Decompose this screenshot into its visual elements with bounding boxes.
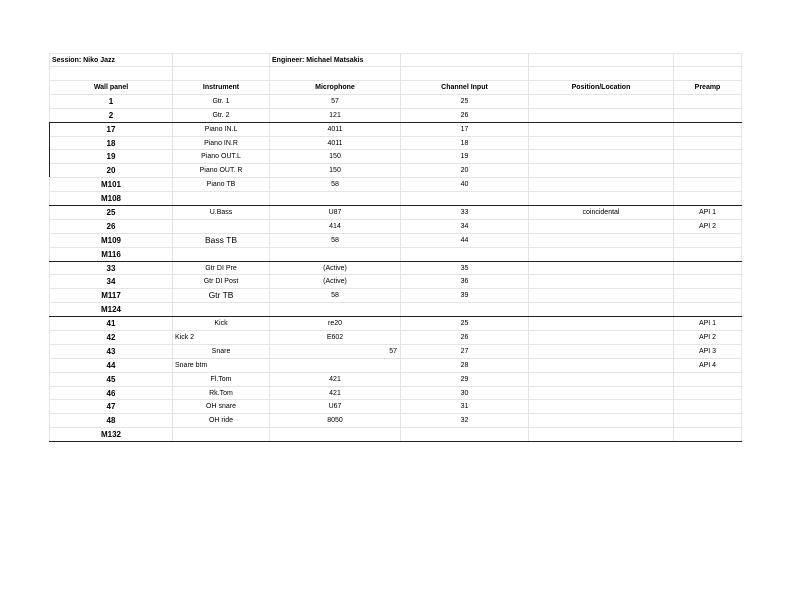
microphone-cell [270, 248, 401, 261]
channel-input-cell: 29 [401, 373, 529, 386]
wall-panel-cell: 42 [49, 331, 173, 344]
position-cell [529, 123, 674, 136]
microphone-cell: 4011 [270, 123, 401, 136]
instrument-cell: Piano OUT.L [173, 150, 270, 163]
preamp-cell: API 3 [674, 345, 742, 358]
position-cell [529, 234, 674, 247]
channel-input-cell [401, 428, 529, 441]
position-cell [529, 137, 674, 150]
wall-panel-cell: 17 [49, 123, 173, 136]
table-row [49, 220, 742, 234]
position-cell [529, 220, 674, 233]
microphone-cell: 58 [270, 178, 401, 191]
position-cell [529, 178, 674, 191]
preamp-cell: API 1 [674, 317, 742, 330]
preamp-cell [674, 95, 742, 108]
microphone-cell: U87 [270, 206, 401, 219]
channel-input-cell: 25 [401, 317, 529, 330]
channel-input-cell: 34 [401, 220, 529, 233]
preamp-cell [674, 303, 742, 316]
channel-input-cell: 33 [401, 206, 529, 219]
column-header: Instrument [173, 81, 270, 94]
preamp-cell [674, 192, 742, 205]
wall-panel-cell: 41 [49, 317, 173, 330]
preamp-cell: API 2 [674, 220, 742, 233]
empty-cell [674, 54, 742, 66]
channel-input-cell: 27 [401, 345, 529, 358]
table-row [49, 387, 742, 401]
channel-input-cell: 36 [401, 275, 529, 288]
channel-input-cell: 31 [401, 400, 529, 413]
table-row [49, 303, 742, 317]
microphone-cell: 150 [270, 164, 401, 177]
preamp-cell [674, 178, 742, 191]
channel-input-cell: 35 [401, 262, 529, 275]
table-row [49, 262, 742, 276]
position-cell [529, 289, 674, 302]
table-row [49, 150, 742, 164]
table-row [49, 289, 742, 303]
preamp-cell [674, 234, 742, 247]
microphone-cell [270, 359, 401, 372]
microphone-cell: 150 [270, 150, 401, 163]
instrument-cell: Snare btm [173, 359, 270, 372]
preamp-cell: API 1 [674, 206, 742, 219]
instrument-cell: Bass TB [173, 234, 270, 247]
instrument-cell: Snare [173, 345, 270, 358]
wall-panel-cell: 48 [49, 414, 173, 427]
table-row [49, 137, 742, 151]
position-cell [529, 164, 674, 177]
microphone-cell: re20 [270, 317, 401, 330]
wall-panel-cell: M117 [49, 289, 173, 302]
channel-input-cell: 19 [401, 150, 529, 163]
instrument-cell: OH snare [173, 400, 270, 413]
preamp-cell [674, 164, 742, 177]
instrument-cell: Gtr. 2 [173, 109, 270, 122]
position-cell [529, 317, 674, 330]
microphone-cell: 57 [270, 95, 401, 108]
channel-input-cell: 25 [401, 95, 529, 108]
instrument-cell: Piano IN.R [173, 137, 270, 150]
position-cell [529, 359, 674, 372]
table-row [49, 95, 742, 109]
instrument-cell: Fl.Tom [173, 373, 270, 386]
column-header: Microphone [270, 81, 401, 94]
microphone-cell: 414 [270, 220, 401, 233]
microphone-cell: 8050 [270, 414, 401, 427]
preamp-cell [674, 400, 742, 413]
position-cell [529, 400, 674, 413]
instrument-cell: Piano TB [173, 178, 270, 191]
table-row [49, 234, 742, 248]
channel-input-cell: 26 [401, 331, 529, 344]
instrument-cell: Gtr TB [173, 289, 270, 302]
preamp-cell [674, 428, 742, 441]
instrument-cell: Kick [173, 317, 270, 330]
wall-panel-cell: M108 [49, 192, 173, 205]
microphone-cell: 58 [270, 289, 401, 302]
position-cell [529, 275, 674, 288]
channel-input-cell: 39 [401, 289, 529, 302]
channel-input-cell: 17 [401, 123, 529, 136]
instrument-cell: Gtr. 1 [173, 95, 270, 108]
instrument-cell [173, 192, 270, 205]
table-row [49, 373, 742, 387]
table-row [49, 178, 742, 192]
preamp-cell [674, 262, 742, 275]
table-row [49, 428, 742, 442]
table-row [49, 414, 742, 428]
preamp-cell [674, 387, 742, 400]
wall-panel-cell: 33 [49, 262, 173, 275]
instrument-cell [173, 220, 270, 233]
wall-panel-cell: M116 [49, 248, 173, 261]
wall-panel-cell: 34 [49, 275, 173, 288]
table-row [49, 317, 742, 331]
table-row [49, 123, 742, 137]
instrument-cell: Gtr DI Post [173, 275, 270, 288]
channel-input-cell: 30 [401, 387, 529, 400]
channel-input-cell [401, 303, 529, 316]
instrument-cell: Piano OUT. R [173, 164, 270, 177]
position-cell [529, 373, 674, 386]
microphone-cell: 57 [270, 345, 401, 358]
preamp-cell [674, 248, 742, 261]
channel-input-cell: 28 [401, 359, 529, 372]
microphone-cell: 121 [270, 109, 401, 122]
table-row [49, 192, 742, 206]
channel-input-cell: 26 [401, 109, 529, 122]
instrument-cell: Piano IN.L [173, 123, 270, 136]
instrument-cell [173, 248, 270, 261]
position-cell [529, 150, 674, 163]
instrument-cell [173, 303, 270, 316]
channel-input-cell: 32 [401, 414, 529, 427]
microphone-cell: 4011 [270, 137, 401, 150]
wall-panel-cell: 45 [49, 373, 173, 386]
position-cell [529, 95, 674, 108]
microphone-cell [270, 192, 401, 205]
microphone-cell: (Active) [270, 275, 401, 288]
table-row [49, 164, 742, 178]
microphone-cell [270, 428, 401, 441]
position-cell [529, 248, 674, 261]
column-header: Channel Input [401, 81, 529, 94]
session-label: Session: Niko Jazz [49, 54, 173, 66]
position-cell [529, 303, 674, 316]
channel-input-cell [401, 192, 529, 205]
preamp-cell [674, 109, 742, 122]
channel-input-cell: 44 [401, 234, 529, 247]
position-cell: coincidental [529, 206, 674, 219]
microphone-cell: 421 [270, 373, 401, 386]
preamp-cell [674, 373, 742, 386]
position-cell [529, 262, 674, 275]
microphone-cell: 58 [270, 234, 401, 247]
empty-cell [173, 54, 270, 66]
empty-cell [529, 54, 674, 66]
instrument-cell: Kick 2 [173, 331, 270, 344]
table-row [49, 400, 742, 414]
position-cell [529, 428, 674, 441]
channel-input-cell [401, 248, 529, 261]
microphone-cell [270, 303, 401, 316]
table-row [49, 345, 742, 359]
preamp-cell [674, 275, 742, 288]
wall-panel-cell: M132 [49, 428, 173, 441]
preamp-cell: API 4 [674, 359, 742, 372]
column-header: Wall panel [49, 81, 173, 94]
instrument-cell: OH ride [173, 414, 270, 427]
position-cell [529, 414, 674, 427]
channel-input-cell: 20 [401, 164, 529, 177]
wall-panel-cell: 1 [49, 95, 173, 108]
table-row [49, 359, 742, 373]
preamp-cell [674, 150, 742, 163]
instrument-cell: Rk.Tom [173, 387, 270, 400]
engineer-label: Engineer: Michael Matsakis [270, 54, 401, 66]
wall-panel-cell: M124 [49, 303, 173, 316]
preamp-cell [674, 137, 742, 150]
column-header-row [49, 81, 742, 95]
wall-panel-cell: 43 [49, 345, 173, 358]
wall-panel-cell: 25 [49, 206, 173, 219]
table-body [49, 95, 742, 442]
table-row [49, 248, 742, 262]
position-cell [529, 387, 674, 400]
column-header: Preamp [674, 81, 742, 94]
position-cell [529, 345, 674, 358]
wall-panel-cell: 19 [49, 150, 173, 163]
spreadsheet [49, 53, 742, 442]
instrument-cell: U.Bass [173, 206, 270, 219]
wall-panel-cell: 18 [49, 137, 173, 150]
position-cell [529, 109, 674, 122]
channel-input-cell: 18 [401, 137, 529, 150]
wall-panel-cell: 20 [49, 164, 173, 177]
column-header: Position/Location [529, 81, 674, 94]
group-border [49, 122, 50, 177]
empty-cell [401, 54, 529, 66]
wall-panel-cell: 2 [49, 109, 173, 122]
wall-panel-cell: 44 [49, 359, 173, 372]
channel-input-cell: 40 [401, 178, 529, 191]
instrument-cell: Gtr DI Pre [173, 262, 270, 275]
wall-panel-cell: 46 [49, 387, 173, 400]
position-cell [529, 192, 674, 205]
microphone-cell: E602 [270, 331, 401, 344]
wall-panel-cell: 47 [49, 400, 173, 413]
wall-panel-cell: M109 [49, 234, 173, 247]
preamp-cell [674, 123, 742, 136]
microphone-cell: (Active) [270, 262, 401, 275]
preamp-cell: API 2 [674, 331, 742, 344]
microphone-cell: 421 [270, 387, 401, 400]
wall-panel-cell: 26 [49, 220, 173, 233]
table-row [49, 109, 742, 123]
table-row [49, 206, 742, 220]
header-row [49, 53, 742, 67]
table-row [49, 275, 742, 289]
wall-panel-cell: M101 [49, 178, 173, 191]
instrument-cell [173, 428, 270, 441]
microphone-cell: U67 [270, 400, 401, 413]
preamp-cell [674, 414, 742, 427]
position-cell [529, 331, 674, 344]
preamp-cell [674, 289, 742, 302]
table-row [49, 331, 742, 345]
blank-row [49, 67, 742, 81]
